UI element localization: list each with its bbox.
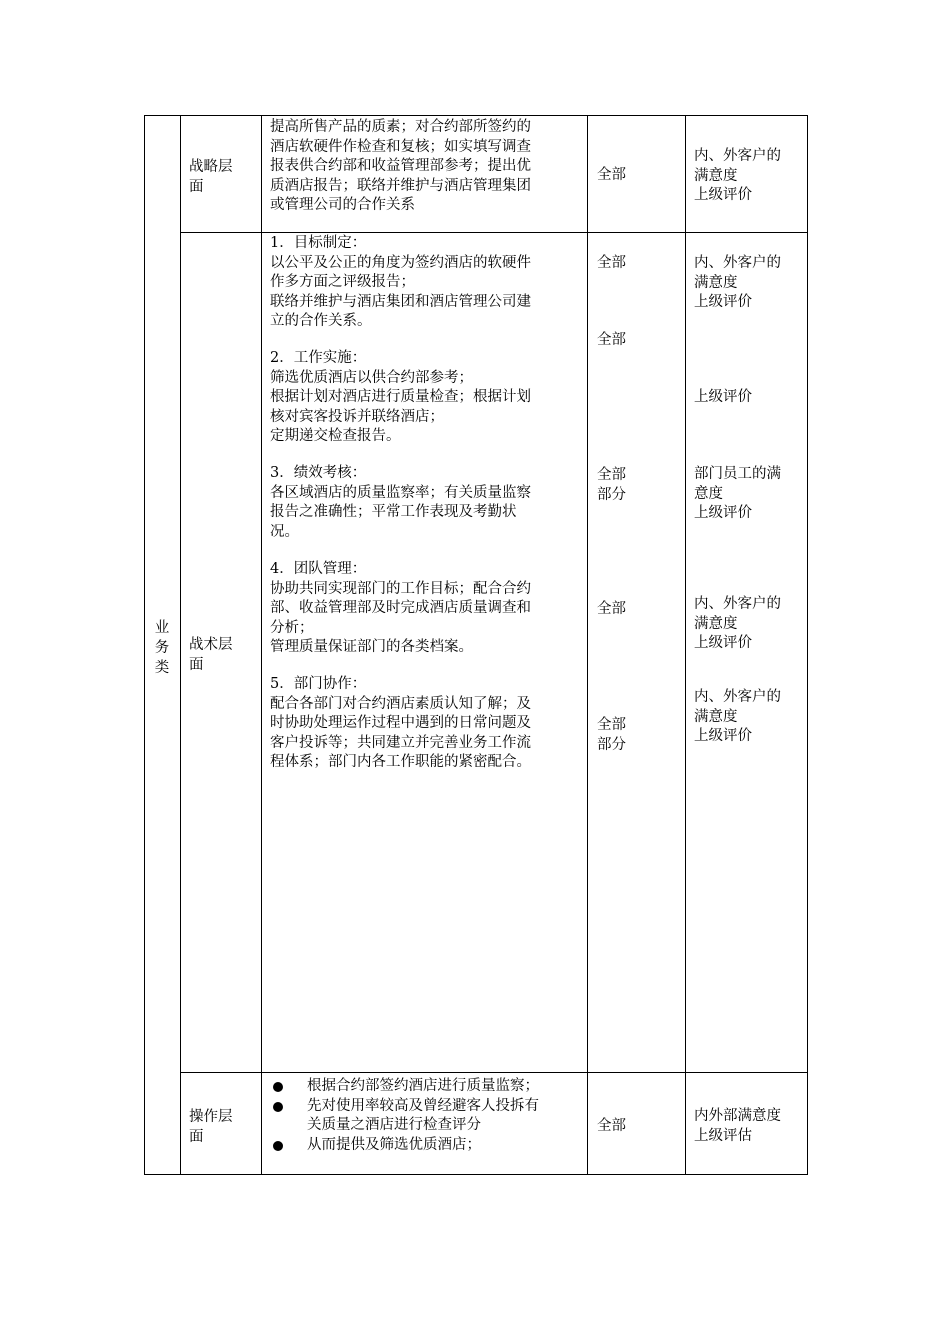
- tactical-evaluation: 内、外客户的 满意度 上级评价: [694, 689, 781, 744]
- operational-scope: 全部: [597, 1118, 626, 1134]
- category-label: [152, 618, 172, 678]
- table-divider: [685, 116, 686, 1174]
- tactical-evaluation: 内、外客户的 满意度 上级评价: [694, 255, 781, 310]
- tactical-section: 5．部门协作： 配合各部门对合约酒店素质认知了解；及 时协助处理运作过程中遇到的日常问题及 客户投诉等；共同建立并完善业务工作流 程体系；部门内各工作职能的紧密配合。: [270, 676, 531, 770]
- category-char: 类: [154, 660, 170, 676]
- bullet-text: 先对使用率较高及曾经避客人投拆有 关质量之酒店进行检查评分: [307, 1097, 539, 1133]
- strategic-evaluation: 内、外客户的 满意度 上级评价: [694, 148, 781, 203]
- strategic-level-label: 战略层 面: [189, 159, 233, 195]
- tactical-evaluation: 部门员工的满 意度 上级评价: [694, 466, 781, 521]
- tactical-scope: 全部 部分: [597, 467, 626, 503]
- strategic-content: 提高所售产品的质素；对合约部所签约的 酒店软硬件作检查和复核；如实填写调查 报表供合约部和收益管理部参考；提出优 质酒店报告；联络并维护与酒店管理集团 或管理公司的合作关系: [270, 119, 531, 213]
- bullet-icon: [273, 1082, 283, 1092]
- row-divider: [180, 1072, 807, 1073]
- bullet-icon: [273, 1141, 283, 1151]
- tactical-evaluation: 上级评价: [694, 389, 752, 405]
- bullet-text: 根据合约部签约酒店进行质量监察；: [307, 1078, 539, 1094]
- operational-level-label: 操作层 面: [189, 1109, 233, 1145]
- category-char: 务: [154, 640, 170, 656]
- list-item: [270, 1077, 582, 1097]
- tactical-evaluation: 内、外客户的 满意度 上级评价: [694, 596, 781, 651]
- category-char: 业: [154, 620, 170, 636]
- tactical-level-label: 战术层 面: [189, 637, 233, 673]
- tactical-section: 2．工作实施： 筛选优质酒店以供合约部参考； 根据计划对酒店进行质量检查；根据计划 核对宾客投诉并联络酒店； 定期递交检查报告。: [270, 350, 531, 444]
- table-divider: [261, 116, 262, 1174]
- strategic-scope: 全部: [597, 167, 626, 183]
- tactical-scope: 全部: [597, 601, 626, 617]
- table-divider: [180, 116, 181, 1174]
- list-item: [270, 1097, 582, 1136]
- operational-evaluation: 内外部满意度 上级评估: [694, 1108, 781, 1144]
- list-item: [270, 1136, 582, 1156]
- bullet-text: 从而提供及筛选优质酒店；: [307, 1136, 481, 1153]
- bullet-icon: [273, 1102, 283, 1112]
- tactical-scope: 全部: [597, 332, 626, 348]
- row-divider: [180, 232, 807, 233]
- tactical-scope: 全部 部分: [597, 717, 626, 753]
- tactical-section: 1．目标制定： 以公平及公正的角度为签约酒店的软硬件 作多方面之评级报告； 联络并维护与酒店集团和酒店管理公司建 立的合作关系。: [270, 235, 531, 329]
- tactical-section: 4．团队管理： 协助共同实现部门的工作目标；配合合约 部、收益管理部及时完成酒店质量调查和 分析； 管理质量保证部门的各类档案。: [270, 561, 531, 655]
- tactical-section: 3．绩效考核： 各区域酒店的质量监察率；有关质量监察 报告之准确性；平常工作表现及考勤状 况。: [270, 465, 531, 540]
- table-divider: [587, 116, 588, 1174]
- tactical-scope: 全部: [597, 255, 626, 271]
- operational-bullet-list: [270, 1077, 582, 1155]
